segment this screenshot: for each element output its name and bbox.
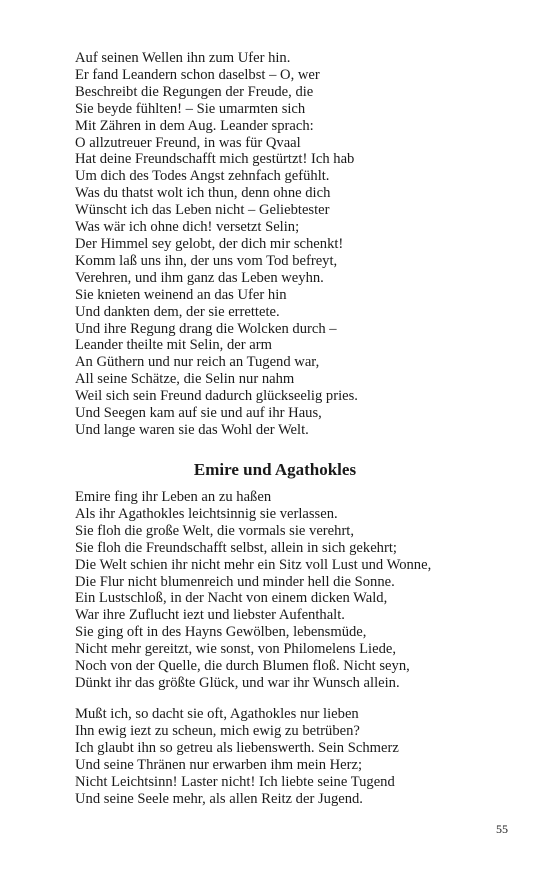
verse-line: Er fand Leandern schon daselbst – O, wer	[75, 66, 320, 83]
verse-line: Mußt ich, so dacht sie oft, Agathokles nur lieben	[75, 706, 359, 722]
verse-line: Sie floh die große Welt, die vormals sie verehrt,	[75, 522, 355, 539]
verse-line: Um dich des Todes Angst zehnfach gefühlt.	[75, 168, 330, 185]
poem-stanza-2	[75, 706, 515, 807]
verse-line: Ihn ewig iezt zu scheun, mich ewig zu betrüben?	[75, 722, 360, 739]
verse-line: Was wär ich ohne dich! versetzt Selin;	[75, 219, 300, 236]
verse-line: Und ihre Regung drang die Wolcken durch –	[75, 320, 337, 337]
verse-line: Sie ging oft in des Hayns Gewölben, lebensmüde,	[75, 624, 367, 641]
verse-line: Sie floh die Freundschafft selbst, allein in sich gekehrt;	[75, 539, 397, 556]
verse-line: Und lange waren sie das Wohl der Welt.	[75, 421, 309, 438]
verse-line: Noch von der Quelle, die durch Blumen floß. Nicht seyn,	[75, 658, 410, 675]
verse-line: Dünkt ihr das größte Glück, und war ihr Wunsch allein.	[75, 674, 400, 691]
verse-line: Als ihr Agathokles leichtsinnig sie verlassen.	[75, 505, 338, 522]
verse-line: Emire fing ihr Leben an zu haßen	[75, 489, 272, 505]
poem-title: Emire und Agathokles	[193, 460, 357, 479]
page-number: 55	[496, 822, 508, 836]
continued-poem-stanza	[75, 50, 515, 439]
verse-line: Und dankten dem, der sie errettete.	[75, 303, 280, 320]
verse-line: Nicht Leichtsinn! Laster nicht! Ich liebte seine Tugend	[75, 773, 395, 790]
verse-line: Die Flur nicht blumenreich und minder hell die Sonne.	[75, 573, 395, 590]
verse-line: Sie beyde fühlten! – Sie umarmten sich	[75, 100, 306, 117]
verse-line: War ihre Zuflucht iezt und liebster Aufenthalt.	[75, 607, 345, 624]
poem-stanza-1	[75, 489, 515, 692]
verse-line: Und Seegen kam auf sie und auf ihr Haus,	[75, 405, 322, 422]
verse-line: Auf seinen Wellen ihn zum Ufer hin.	[75, 50, 291, 66]
verse-line: Und seine Seele mehr, als allen Reitz der Jugend.	[75, 790, 363, 807]
verse-line: Sie knieten weinend an das Ufer hin	[75, 286, 287, 303]
verse-line: Beschreibt die Regungen der Freude, die	[75, 83, 314, 100]
verse-line: Ein Lustschloß, in der Nacht von einem dicken Wald,	[75, 590, 388, 607]
verse-line: Und seine Thränen nur erwarben ihm mein Herz;	[75, 756, 363, 773]
verse-line: Ich glaubt ihn so getreu als liebenswerth. Sein Schmerz	[75, 739, 399, 756]
verse-line: Weil sich sein Freund dadurch glückseelig pries.	[75, 388, 358, 405]
verse-line: Hat deine Freundschafft mich gestürtzt! Ich hab	[75, 151, 355, 168]
verse-line: Komm laß uns ihn, der uns vom Tod befreyt,	[75, 252, 338, 269]
verse-line: Wünscht ich das Leben nicht – Geliebtester	[75, 202, 330, 219]
verse-line: All seine Schätze, die Selin nur nahm	[75, 371, 295, 388]
verse-line: Was du thatst wolt ich thun, denn ohne dich	[75, 185, 331, 202]
verse-line: Verehren, und ihm ganz das Leben weyhn.	[75, 269, 324, 286]
verse-line: Mit Zähren in dem Aug. Leander sprach:	[75, 117, 314, 134]
verse-line: Leander theilte mit Selin, der arm	[75, 337, 272, 354]
verse-line: Nicht mehr gereitzt, wie sonst, von Philomelens Liede,	[75, 641, 396, 658]
verse-line: Der Himmel sey gelobt, der dich mir schenkt!	[75, 235, 344, 252]
verse-line: O allzutreuer Freund, in was für Qvaal	[75, 134, 301, 151]
verse-line: Die Welt schien ihr nicht mehr ein Sitz voll Lust und Wonne,	[75, 556, 432, 573]
verse-line: An Güthern und nur reich an Tugend war,	[75, 354, 320, 371]
